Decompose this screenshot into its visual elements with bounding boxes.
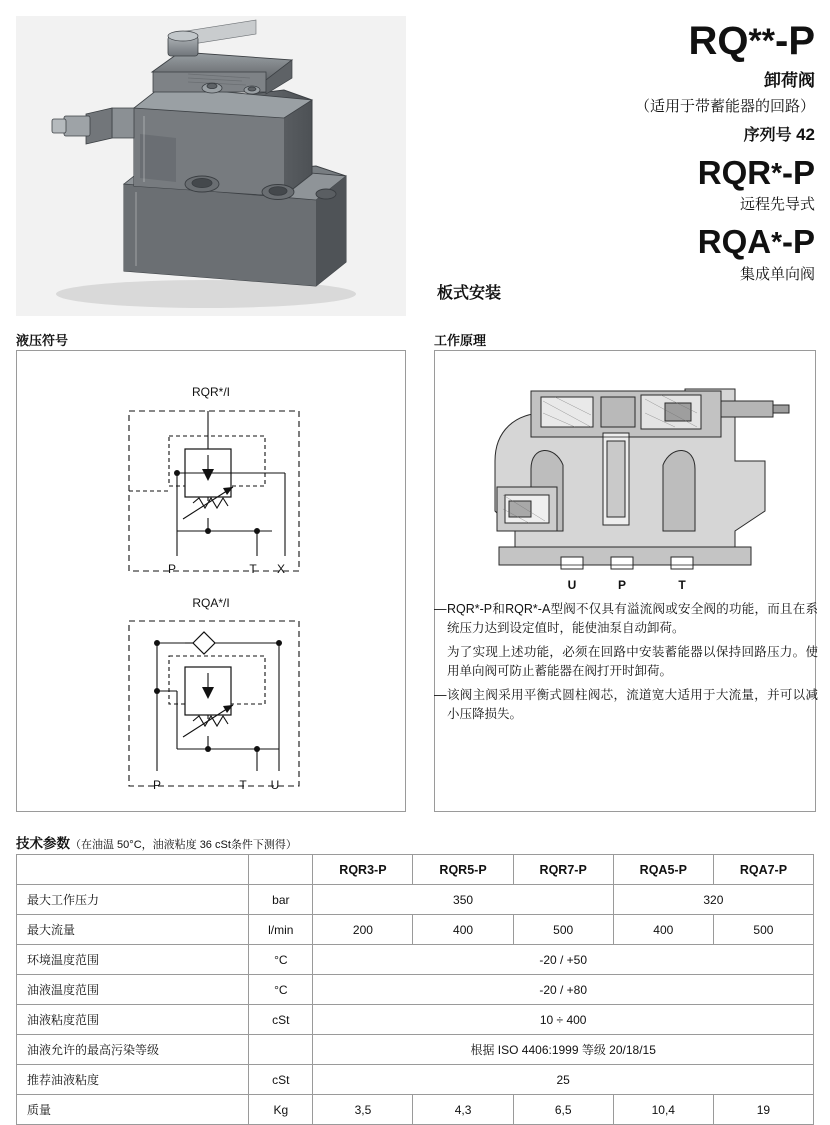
table-row [17, 1005, 814, 1035]
row-label-recommended-viscosity: 推荐油液粘度 [17, 1065, 249, 1095]
hydraulic-symbols-panel [16, 350, 406, 812]
tech-params-heading [16, 832, 297, 852]
column-header-0: RQR3-P [313, 855, 413, 885]
series-label: 序列号 [743, 127, 792, 144]
row-label-max-pressure: 最大工作压力 [17, 885, 249, 915]
title-rqa-suffix: -P [782, 223, 815, 261]
title-main-star: ** [748, 22, 775, 60]
symbol-port-t-bottom: T [239, 778, 247, 792]
dash-marker-1: — [434, 602, 447, 616]
cell-max-flow-2: 500 [513, 915, 613, 945]
header-blank-label [17, 855, 249, 885]
cell-mass-1: 4,3 [413, 1095, 513, 1125]
title-rqr-star: * [771, 157, 782, 188]
title-rqa [430, 224, 815, 260]
cell-contamination: 根据 ISO 4406:1999 等级 20/18/15 [313, 1035, 814, 1065]
column-header-2: RQR7-P [513, 855, 613, 885]
row-label-ambient-temp: 环境温度范围 [17, 945, 249, 975]
row-label-contamination: 油液允许的最高污染等级 [17, 1035, 249, 1065]
cell-recommended-viscosity: 25 [313, 1065, 814, 1095]
row-unit-viscosity-range: cSt [249, 1005, 313, 1035]
row-unit-fluid-temp: °C [249, 975, 313, 1005]
title-main-suffix: -P [775, 19, 815, 63]
column-header-3: RQA5-P [613, 855, 713, 885]
cell-mass-3: 10,4 [613, 1095, 713, 1125]
title-rqr [430, 155, 815, 191]
title-rqa-text: RQA [697, 223, 772, 261]
principle-description [434, 600, 818, 728]
symbol-port-t-top: T [249, 562, 257, 576]
cell-mass-4: 19 [713, 1095, 813, 1125]
header-block [430, 20, 815, 284]
subtitle-cn: 卸荷阀 [764, 71, 815, 90]
column-header-1: RQR5-P [413, 855, 513, 885]
row-unit-ambient-temp: °C [249, 945, 313, 975]
principle-port-p: P [617, 578, 627, 592]
title-rqr-suffix: -P [782, 154, 815, 191]
principle-item-2 [434, 686, 818, 725]
row-unit-max-pressure: bar [249, 885, 313, 915]
table-row [17, 945, 814, 975]
symbol-label-rqa: RQA*/I [192, 596, 230, 610]
cell-fluid-temp: -20 / +80 [313, 975, 814, 1005]
principle-port-u: U [567, 578, 577, 592]
column-header-4: RQA7-P [713, 855, 813, 885]
row-unit-max-flow: l/min [249, 915, 313, 945]
row-label-fluid-temp: 油液温度范围 [17, 975, 249, 1005]
symbol-port-u-bottom: U [270, 778, 280, 792]
cell-viscosity-range: 10 ÷ 400 [313, 1005, 814, 1035]
section-drawing [435, 361, 815, 601]
cell-max-flow-0: 200 [313, 915, 413, 945]
row-unit-mass: Kg [249, 1095, 313, 1125]
cell-max-flow-3: 400 [613, 915, 713, 945]
symbols-diagram [17, 351, 405, 811]
cell-mass-0: 3,5 [313, 1095, 413, 1125]
dash-marker-2: — [434, 687, 447, 702]
tech-params-table [16, 854, 814, 1125]
subtitle-note: （适用于带蓄能器的回路） [634, 98, 815, 115]
tech-params-note: （在油温 50°C，油液粘度 36 cSt条件下测得） [70, 839, 297, 851]
rqa-description: 集成单向阀 [739, 265, 815, 283]
table-row [17, 885, 814, 915]
symbol-port-p-bottom: P [152, 778, 162, 792]
title-rqr-text: RQR [697, 154, 772, 191]
series-number: 42 [796, 125, 815, 144]
title-rqa-star: * [771, 226, 782, 258]
cell-max-pressure-1: 320 [613, 885, 813, 915]
title-main-text: RQ [688, 19, 749, 63]
series-line [430, 122, 815, 145]
table-row [17, 1095, 814, 1125]
cell-mass-2: 6,5 [513, 1095, 613, 1125]
row-unit-recommended-viscosity: cSt [249, 1065, 313, 1095]
page-title [430, 20, 815, 62]
table-row [17, 915, 814, 945]
row-label-max-flow: 最大流量 [17, 915, 249, 945]
header-blank-unit [249, 855, 313, 885]
rqr-description: 远程先导式 [739, 196, 815, 214]
caption-hydraulic-symbols: 液压符号 [16, 333, 69, 348]
cell-max-flow-1: 400 [413, 915, 513, 945]
symbol-port-p-top: P [167, 562, 177, 576]
cell-max-pressure-0: 350 [313, 885, 613, 915]
symbol-port-x-top: X [276, 562, 286, 576]
principle-item-1-text: RQR*-P和RQR*-A型阀不仅具有溢流阀或安全阀的功能，而且在系统压力达到设定值时，能使油泵自动卸荷。 [447, 602, 818, 636]
table-header-row [17, 855, 814, 885]
table-row [17, 1065, 814, 1095]
table-row [17, 975, 814, 1005]
row-label-mass: 质量 [17, 1095, 249, 1125]
row-label-viscosity-range: 油液粘度范围 [17, 1005, 249, 1035]
product-photo [16, 16, 406, 316]
cell-max-flow-4: 500 [713, 915, 813, 945]
principle-item-1-sub: 为了实现上述功能，必须在回路中安装蓄能器以保持回路压力。使用单向阀可防止蓄能器在阀打开时卸荷。 [447, 644, 818, 679]
mounting-label: 板式安装 [437, 285, 502, 302]
principle-item-1 [434, 600, 818, 639]
working-principle-panel [434, 350, 816, 812]
caption-working-principle: 工作原理 [434, 333, 487, 348]
table-row [17, 1035, 814, 1065]
cell-ambient-temp: -20 / +50 [313, 945, 814, 975]
principle-port-t: T [678, 578, 686, 592]
symbol-label-rqr: RQR*/I [191, 385, 230, 399]
principle-item-2-text: 该阀主阀采用平衡式圆柱阀芯，流道宽大适用于大流量，并可以减小压降损失。 [447, 687, 818, 721]
tech-params-title: 技术参数 [16, 836, 70, 851]
row-unit-contamination [249, 1035, 313, 1065]
valve-photo-illustration [16, 16, 406, 316]
